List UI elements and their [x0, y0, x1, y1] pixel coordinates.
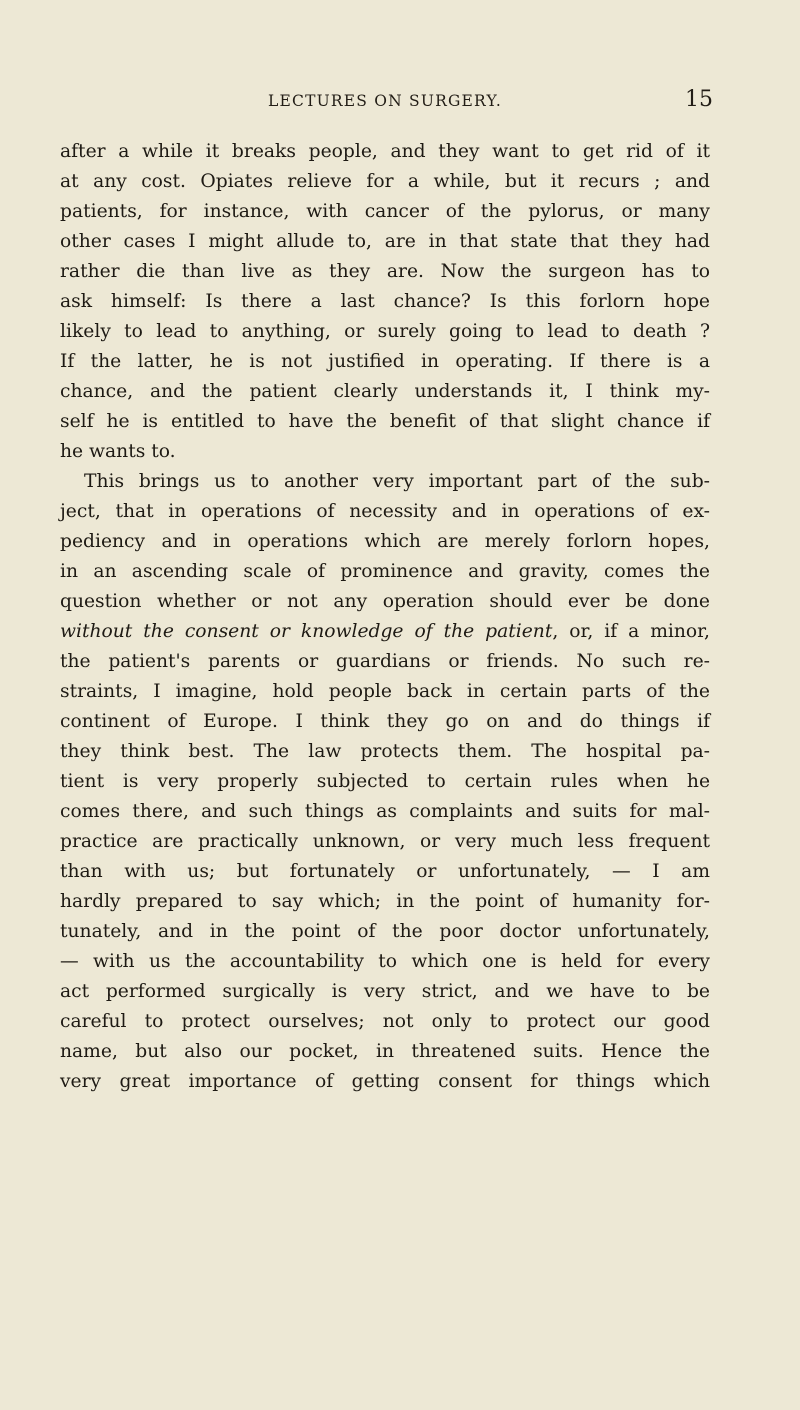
page-number: 15	[685, 87, 713, 112]
text-line-27: tunately, and in the point of the poor doctor unfortunately,	[60, 921, 710, 942]
text-line-13: ject, that in operations of necessity and in operations of ex-	[60, 501, 710, 522]
text-line-4: other cases I might allude to, are in that state that they had	[60, 231, 710, 252]
text-line-8: If the latter, he is not justified in operating. If there is a	[60, 351, 710, 372]
text-line-7: likely to lead to anything, or surely going to lead to death ?	[60, 321, 710, 342]
text-line-25: than with us; but fortunately or unfortunately, — I am	[60, 861, 710, 882]
text-line-18: the patient's parents or guardians or friends. No such re-	[60, 651, 710, 672]
text-line-12: This brings us to another very important part of the sub-	[84, 471, 710, 492]
text-line-30: careful to protect ourselves; not only to protect our good	[60, 1011, 710, 1032]
text-line-10: self he is entitled to have the benefit of that slight chance if	[60, 411, 710, 432]
italic-phrase: without the consent or knowledge of the patient	[60, 621, 553, 642]
text-line-9: chance, and the patient clearly understands it, I think my-	[60, 381, 710, 402]
text-line-11: he wants to.	[60, 441, 176, 462]
text-line-5: rather die than live as they are. Now the surgeon has to	[60, 261, 710, 282]
text-line-29: act performed surgically is very strict, and we have to be	[60, 981, 710, 1002]
text-line-20: continent of Europe. I think they go on and do things if	[60, 711, 710, 732]
text-line-24: practice are practically unknown, or very much less frequent	[60, 831, 710, 852]
text-line-15: in an ascending scale of prominence and gravity, comes the	[60, 561, 710, 582]
text-line-26: hardly prepared to say which; in the point of humanity for-	[60, 891, 710, 912]
text-line-3: patients, for instance, with cancer of the pylorus, or many	[60, 201, 710, 222]
running-head	[60, 87, 713, 112]
text-line-21: they think best. The law protects them. The hospital pa-	[60, 741, 710, 762]
text-line-6: ask himself: Is there a last chance? Is this forlorn hope	[60, 291, 710, 312]
text-line-2: at any cost. Opiates relieve for a while, but it recurs ; and	[60, 171, 710, 192]
text-line-1: after a while it breaks people, and they want to get rid of it	[60, 141, 710, 162]
text-line-32: very great importance of getting consent for things which	[60, 1071, 710, 1092]
text-line-17	[60, 617, 710, 647]
text-line-17-rest: , or, if a minor,	[552, 621, 710, 642]
running-title: LECTURES ON SURGERY.	[268, 92, 502, 110]
text-line-14: pediency and in operations which are merely forlorn hopes,	[60, 531, 710, 552]
text-line-28: — with us the accountability to which one is held for every	[60, 951, 710, 972]
text-line-19: straints, I imagine, hold people back in certain parts of the	[60, 681, 710, 702]
text-line-31: name, but also our pocket, in threatened suits. Hence the	[60, 1041, 710, 1062]
text-line-16: question whether or not any operation should ever be done	[60, 591, 710, 612]
text-line-22: tient is very properly subjected to certain rules when he	[60, 771, 710, 792]
text-line-23: comes there, and such things as complaints and suits for mal-	[60, 801, 710, 822]
